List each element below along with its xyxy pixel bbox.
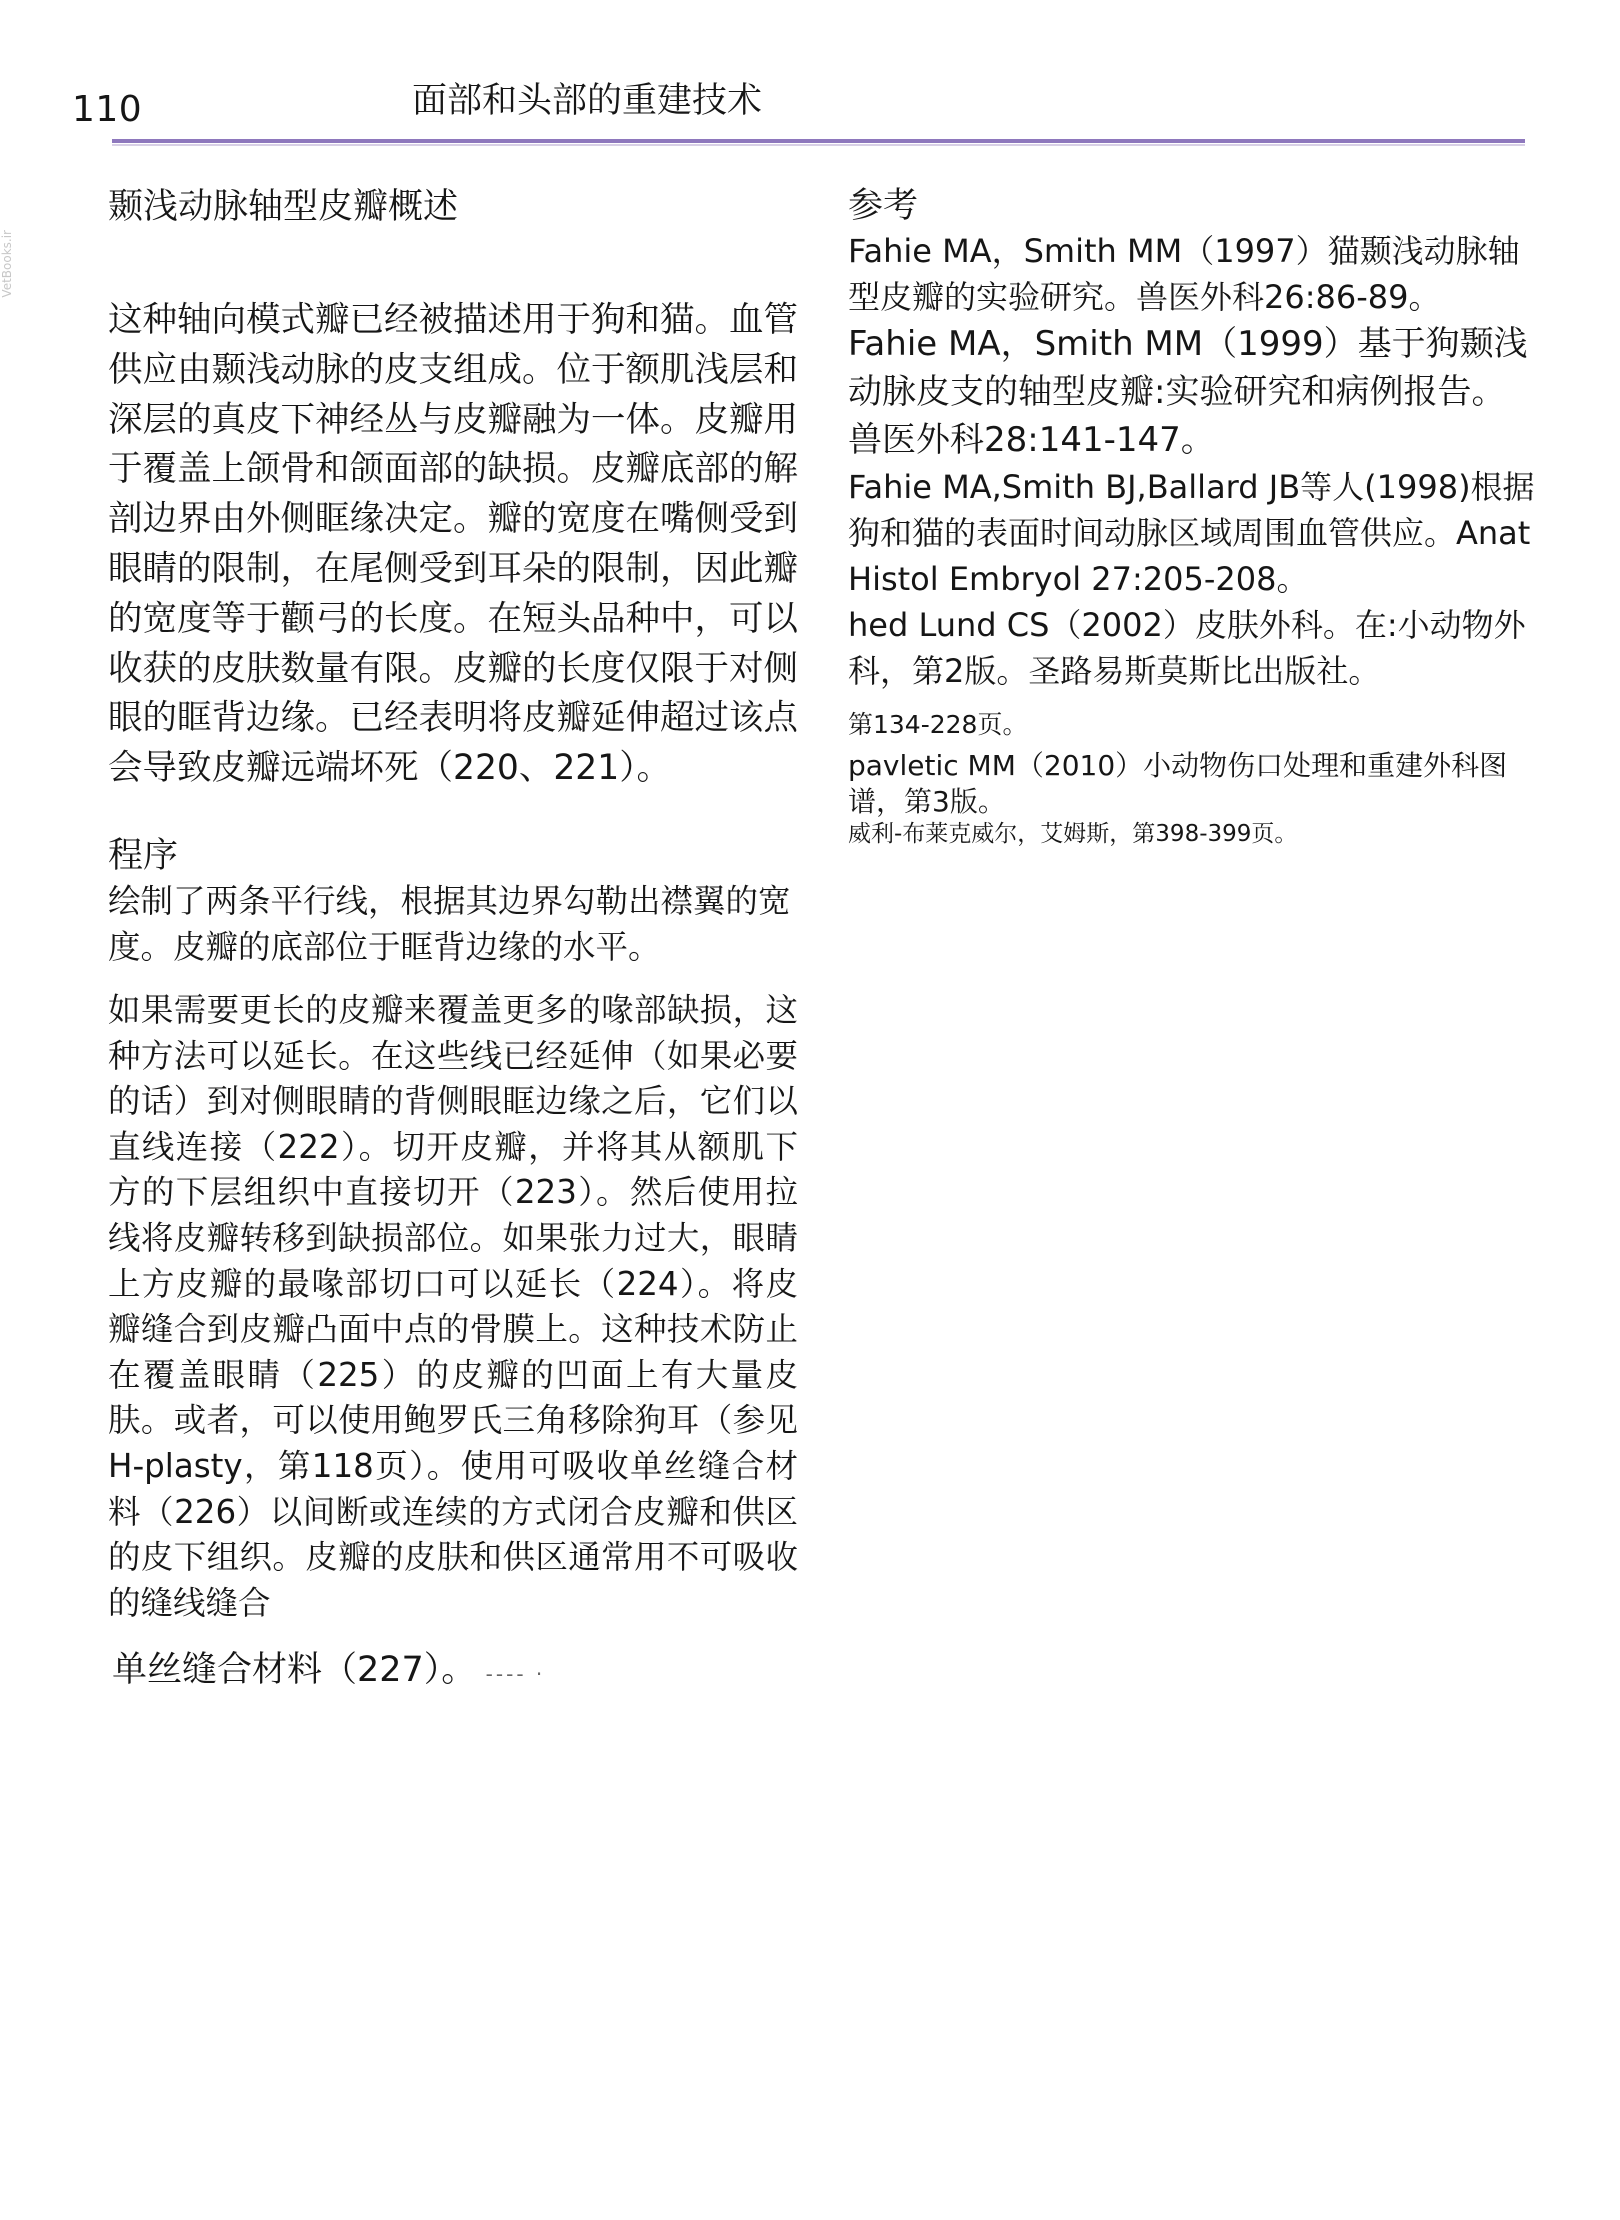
reference-item: 第134-228页。: [848, 710, 1028, 739]
left-column: [108, 184, 798, 1696]
right-column: [848, 186, 1538, 848]
header-rule-shadow: [112, 144, 1525, 146]
procedure-tail-text: 单丝缝合材料（227）。: [112, 1650, 477, 1691]
references-heading: 参考: [848, 186, 919, 226]
reference-item: 威利-布莱克威尔，艾姆斯，第398-399页。: [848, 821, 1298, 847]
reference-item: Fahie MA,Smith BJ,Ballard JB等人(1998)根据狗和猫的表面时间动脉区域周围血管供应。Anat Histol Embryol 27:205-208。: [848, 468, 1535, 598]
page-number: 110: [72, 89, 143, 130]
header-rule: [112, 139, 1525, 143]
scan-artifact-marks: ‐‐‐‐ ·: [476, 1662, 546, 1687]
reference-item: hed Lund CS（2002）皮肤外科。在:小动物外科，第2版。圣路易斯莫斯比出版社。: [848, 606, 1526, 690]
intro-paragraph: 这种轴向模式瓣已经被描述用于狗和猫。血管供应由颞浅动脉的皮支组成。位于额肌浅层和深层的真皮下神经丛与皮瓣融为一体。皮瓣用于覆盖上颌骨和颌面部的缺损。皮瓣底部的解剖边界由外侧眶缘决定。瓣的宽度在嘴侧受到眼睛的限制，在尾侧受到耳朵的限制，因此瓣的宽度等于颧弓的长度。在短头品种中，可以收获的皮肤数量有限。皮瓣的长度仅限于对侧眼的眶背边缘。已经表明将皮瓣延伸超过该点会导致皮瓣远端坏死（220、221）。: [108, 300, 798, 789]
running-head-title: 面部和头部的重建技术: [412, 81, 763, 121]
reference-item: Fahie MA，Smith MM（1999）基于狗颞浅动脉皮支的轴型皮瓣:实验研究和病例报告。兽医外科28:141-147。: [848, 324, 1528, 460]
procedure-lead-paragraph: 绘制了两条平行线，根据其边界勾勒出襟翼的宽度。皮瓣的底部位于眶背边缘的水平。: [108, 881, 791, 966]
reference-item: pavletic MM（2010）小动物伤口处理和重建外科图谱，第3版。: [848, 749, 1508, 818]
procedure-heading: 程序: [108, 835, 179, 876]
watermark: VetBooks.ir: [0, 230, 14, 298]
section-title: 颞浅动脉轴型皮瓣概述: [108, 187, 459, 227]
reference-item: Fahie MA，Smith MM（1997）猫颞浅动脉轴型皮瓣的实验研究。兽医外科26:86-89。: [848, 232, 1520, 316]
procedure-body-paragraph: 如果需要更长的皮瓣来覆盖更多的喙部缺损，这种方法可以延长。在这些线已经延伸（如果必要的话）到对侧眼睛的背侧眼眶边缘之后，它们以直线连接（222）。切开皮瓣，并将其从额肌下方的下层组织中直接切开（223）。然后使用拉线将皮瓣转移到缺损部位。如果张力过大，眼睛上方皮瓣的最喙部切口可以延长（224）。将皮瓣缝合到皮瓣凸面中点的骨膜上。这种技术防止在覆盖眼睛（225）的皮瓣的凹面上有大量皮肤。或者，可以使用鲍罗氏三角移除狗耳（参见H-plasty，第118页）。使用可吸收单丝缝合材料（226）以间断或连续的方式闭合皮瓣和供区的皮下组织。皮瓣的皮肤和供区通常用不可吸收的缝线缝合: [108, 990, 798, 1622]
procedure-tail-line: [112, 1648, 798, 1696]
